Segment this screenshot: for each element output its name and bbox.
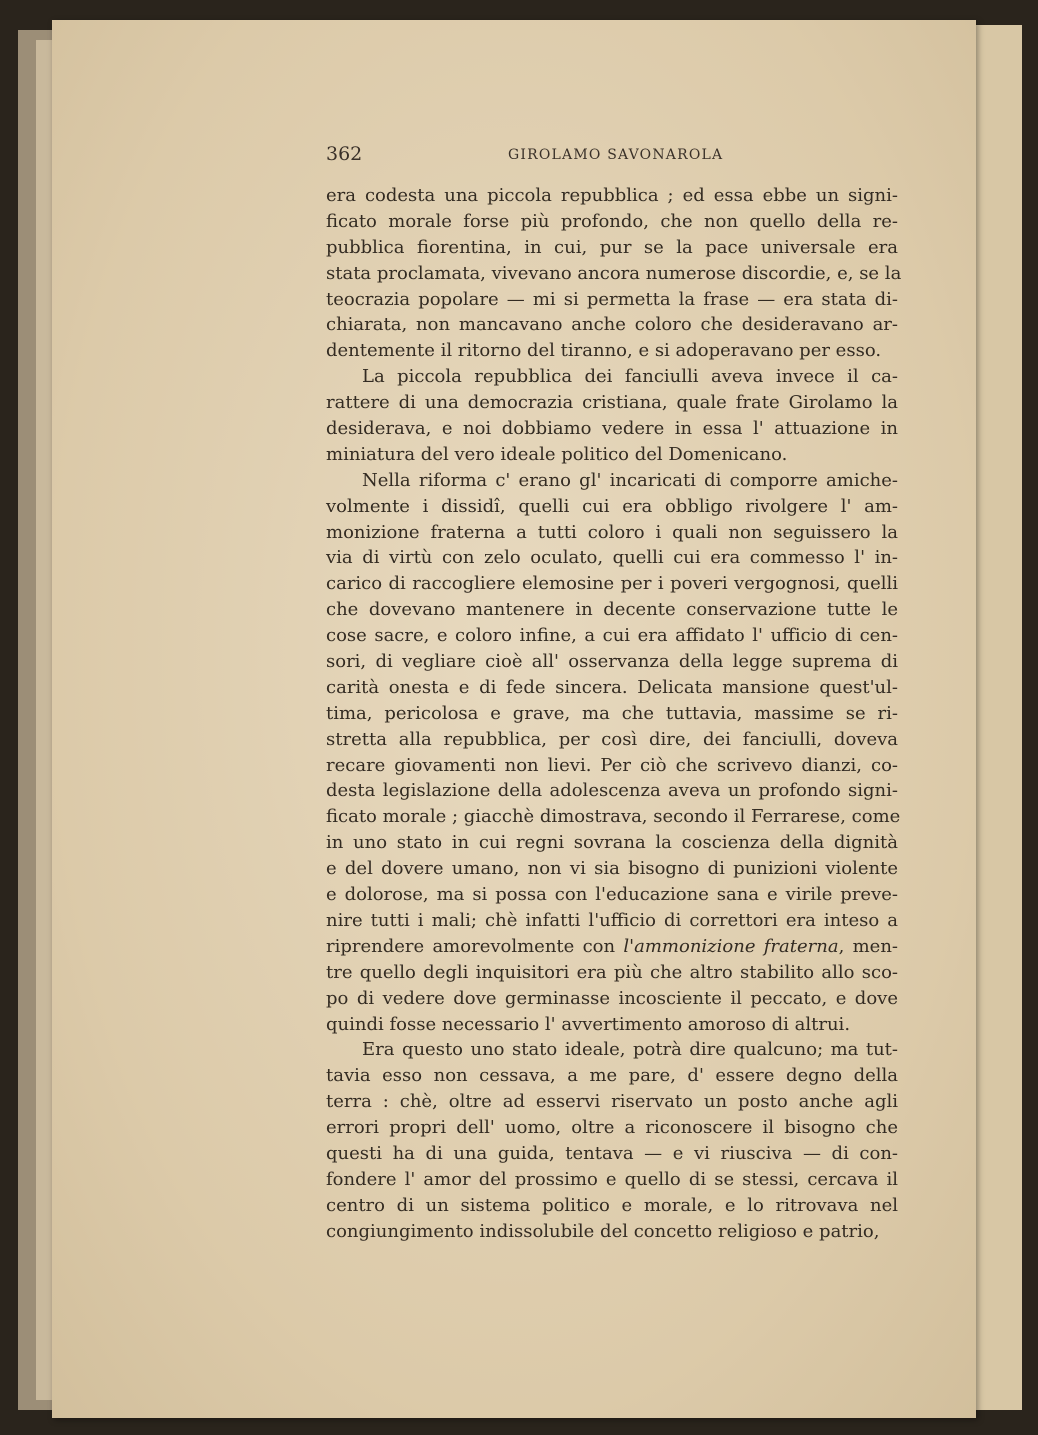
text-line: stretta alla repubblica, per così dire, dei fanciulli, doveva	[326, 728, 898, 750]
text-line: cose sacre, e coloro infine, a cui era affidato l' ufficio di cen-	[326, 625, 898, 647]
scan-background-edge	[1022, 0, 1038, 1435]
text-line: in uno stato in cui regni sovrana la coscienza della dignità	[326, 832, 898, 854]
running-title: GIROLAMO SAVONAROLA	[508, 147, 724, 163]
text-line: pubblica fiorentina, in cui, pur se la pace universale era	[326, 236, 898, 258]
text-line: e dolorose, ma si possa con l'educazione sana e virile preve-	[326, 884, 898, 906]
text-line: desiderava, e noi dobbiamo vedere in essa l' attuazione in	[326, 418, 898, 440]
text-line: nire tutti i mali; chè infatti l'ufficio di correttori era inteso a	[326, 909, 898, 931]
italic-phrase: l'ammonizione fraterna	[623, 935, 839, 957]
text-line: tre quello degli inquisitori era più che altro stabilito allo sco-	[326, 961, 898, 983]
text-line: terra : chè, oltre ad esservi riservato un posto anche agli	[326, 1091, 898, 1113]
paragraph-start-line: La piccola repubblica dei fanciulli aveva invece il ca-	[362, 366, 898, 388]
text-line-with-italic	[326, 934, 898, 960]
text-line: rattere di una democrazia cristiana, quale frate Girolamo la	[326, 392, 898, 414]
text-line: era codesta una piccola repubblica ; ed essa ebbe un signi-	[326, 185, 898, 206]
paragraph-start-line: Era questo uno stato ideale, potrà dire qualcuno; ma tut-	[362, 1039, 898, 1061]
text-line: tima, pericolosa e grave, ma che tuttavia, massime se ri-	[326, 702, 898, 724]
text-segment: riprendere amorevolmente con	[326, 935, 616, 957]
body-text	[326, 183, 902, 1245]
text-line: fondere l' amor del prossimo e quello di se stessi, cercava il	[326, 1168, 898, 1190]
text-line: e del dovere umano, non vi sia bisogno di punizioni violente	[326, 858, 898, 880]
page-header	[326, 143, 896, 169]
text-line: po di vedere dove germinasse incosciente il peccato, e dove	[326, 987, 898, 1009]
text-line: chiarata, non mancavano anche coloro che desideravano ar-	[326, 314, 898, 336]
text-line: dentemente il ritorno del tiranno, e si adoperavano per esso.	[326, 340, 882, 362]
text-line: recare giovamenti non lievi. Per ciò che scrivevo dianzi, co-	[326, 754, 898, 776]
text-line: questi ha di una guida, tentava — e vi riusciva — di con-	[326, 1142, 898, 1164]
text-line: centro di un sistema politico e morale, e lo ritrovava nel	[326, 1194, 898, 1216]
text-line: sori, di vegliare cioè all' osservanza della legge suprema di	[326, 651, 898, 673]
text-line: carico di raccogliere elemosine per i poveri vergognosi, quelli	[326, 573, 898, 595]
text-line: errori propri dell' uomo, oltre a riconoscere il bisogno che	[326, 1117, 898, 1139]
text-segment: , men-	[838, 935, 898, 957]
text-line: ficato morale ; giacchè dimostrava, secondo il Ferrarese, come	[326, 806, 901, 828]
text-line: teocrazia popolare — mi si permetta la frase — era stata di-	[326, 288, 898, 310]
text-line: che dovevano mantenere in decente conservazione tutte le	[326, 599, 898, 621]
text-line: stata proclamata, vivevano ancora numerose discordie, e, se la	[326, 262, 902, 284]
paragraph-start-line: Nella riforma c' erano gl' incaricati di comporre amiche-	[362, 469, 898, 491]
text-line: tavia esso non cessava, a me pare, d' essere degno della	[326, 1065, 898, 1087]
text-line: ficato morale forse più profondo, che non quello della re-	[326, 210, 898, 232]
text-line: congiungimento indissolubile del concetto religioso e patrio,	[326, 1220, 880, 1242]
text-line: carità onesta e di fede sincera. Delicata mansione quest'ul-	[326, 676, 898, 698]
text-line: miniatura del vero ideale politico del Domenicano.	[326, 443, 788, 465]
text-line: quindi fosse necessario l' avvertimento amoroso di altrui.	[326, 1013, 851, 1035]
text-line: via di virtù con zelo oculato, quelli cui era commesso l' in-	[326, 547, 898, 569]
page-number: 362	[326, 143, 363, 165]
text-line: desta legislazione della adolescenza aveva un profondo signi-	[326, 780, 898, 802]
text-line: monizione fraterna a tutti coloro i quali non seguissero la	[326, 521, 898, 543]
text-line: volmente i dissidî, quelli cui era obbligo rivolgere l' am-	[326, 495, 898, 517]
